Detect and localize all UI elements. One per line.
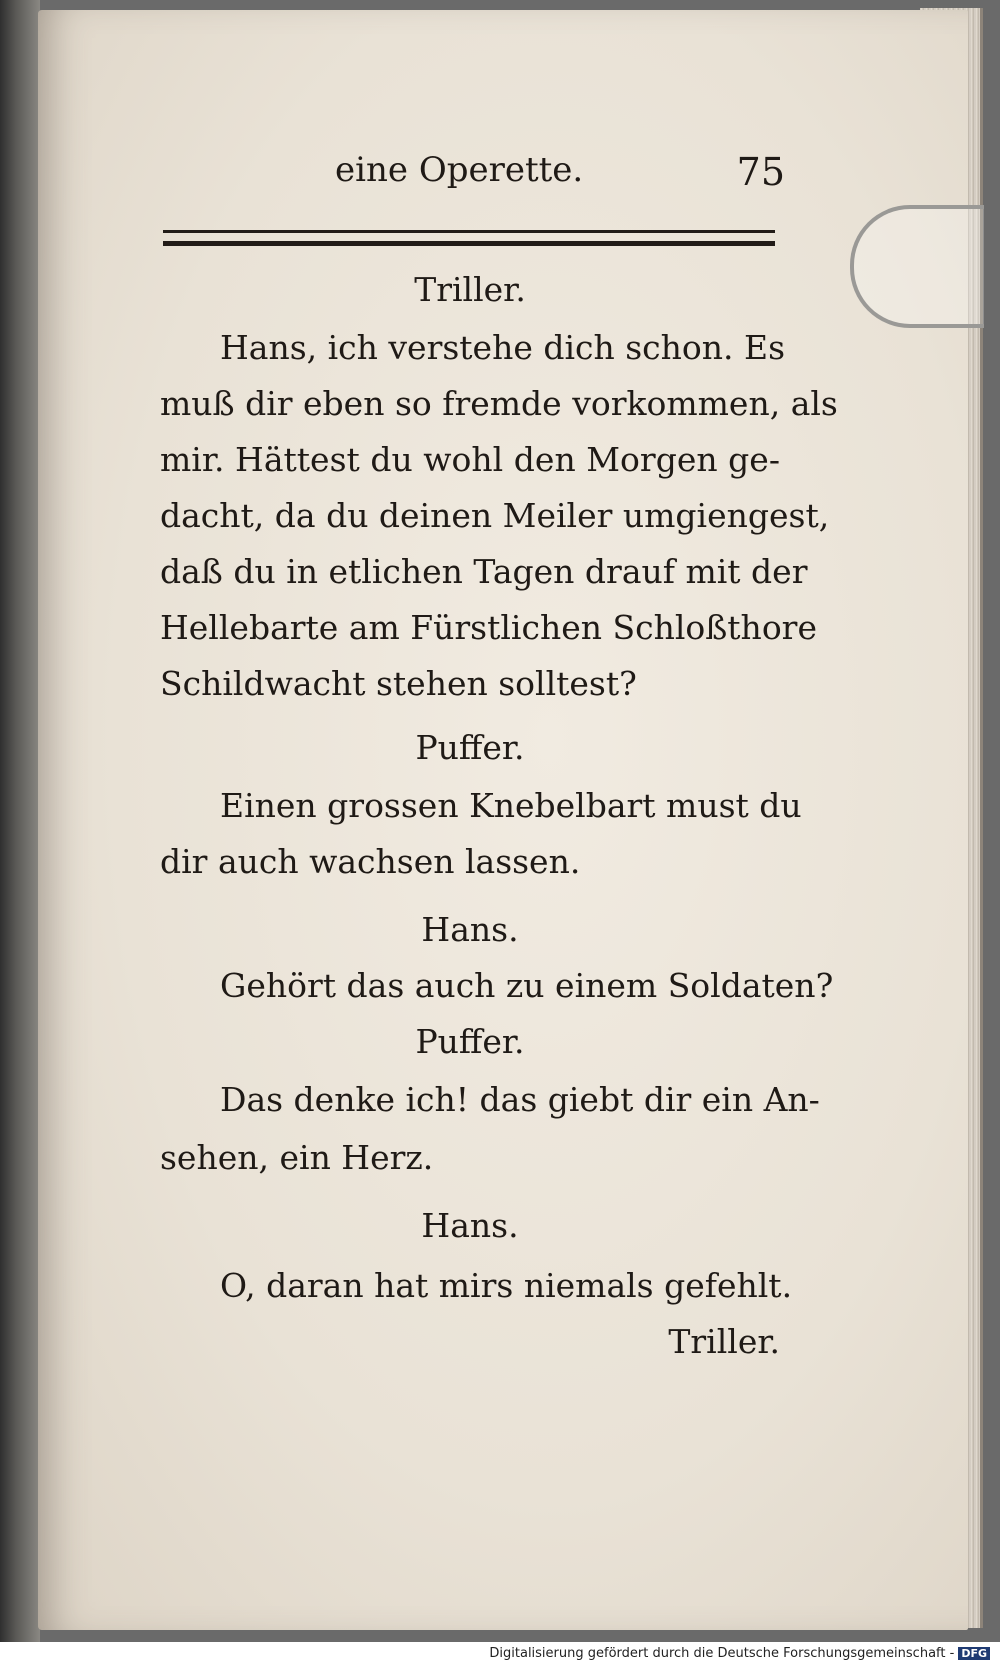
book-cover-edge xyxy=(0,0,40,1668)
text-line: daß du in etlichen Tagen drauf mit der xyxy=(160,552,808,591)
text-line: muß dir eben so fremde vorkommen, als xyxy=(160,384,838,423)
speaker-label: Hans. xyxy=(421,910,519,949)
dfg-logo: DFG xyxy=(958,1647,990,1660)
text-line: Hans, ich verstehe dich schon. Es xyxy=(220,328,786,367)
speaker-label: Puffer. xyxy=(415,728,525,767)
text-line: O, daran hat mirs niemals gefehlt. xyxy=(220,1266,793,1305)
text-line: Schildwacht stehen solltest? xyxy=(160,664,637,703)
footer-credit-text: Digitalisierung gefördert durch die Deutsche Forschungsgemeinschaft - xyxy=(489,1646,955,1661)
speaker-label: Puffer. xyxy=(415,1022,525,1061)
text-line: Das denke ich! das giebt dir ein An- xyxy=(220,1080,820,1119)
text-line: mir. Hättest du wohl den Morgen ge- xyxy=(160,440,780,479)
text-line: Einen grossen Knebelbart must du xyxy=(220,786,802,825)
footer-credit xyxy=(489,1646,990,1661)
header-rule xyxy=(163,230,775,246)
text-line: Gehört das auch zu einem Soldaten? xyxy=(220,966,834,1005)
page-clip xyxy=(850,205,984,328)
text-line: dir auch wachsen lassen. xyxy=(160,842,581,881)
text-line: sehen, ein Herz. xyxy=(160,1138,434,1177)
catchword: Triller. xyxy=(668,1322,780,1361)
running-title: eine Operette. xyxy=(335,150,584,190)
text-line: Hellebarte am Fürstlichen Schloßthore xyxy=(160,608,817,647)
page-number: 75 xyxy=(736,150,785,194)
digitization-footer xyxy=(0,1642,1000,1668)
speaker-label: Triller. xyxy=(414,270,526,309)
speaker-label: Hans. xyxy=(421,1206,519,1245)
text-line: dacht, da du deinen Meiler umgiengest, xyxy=(160,496,830,535)
